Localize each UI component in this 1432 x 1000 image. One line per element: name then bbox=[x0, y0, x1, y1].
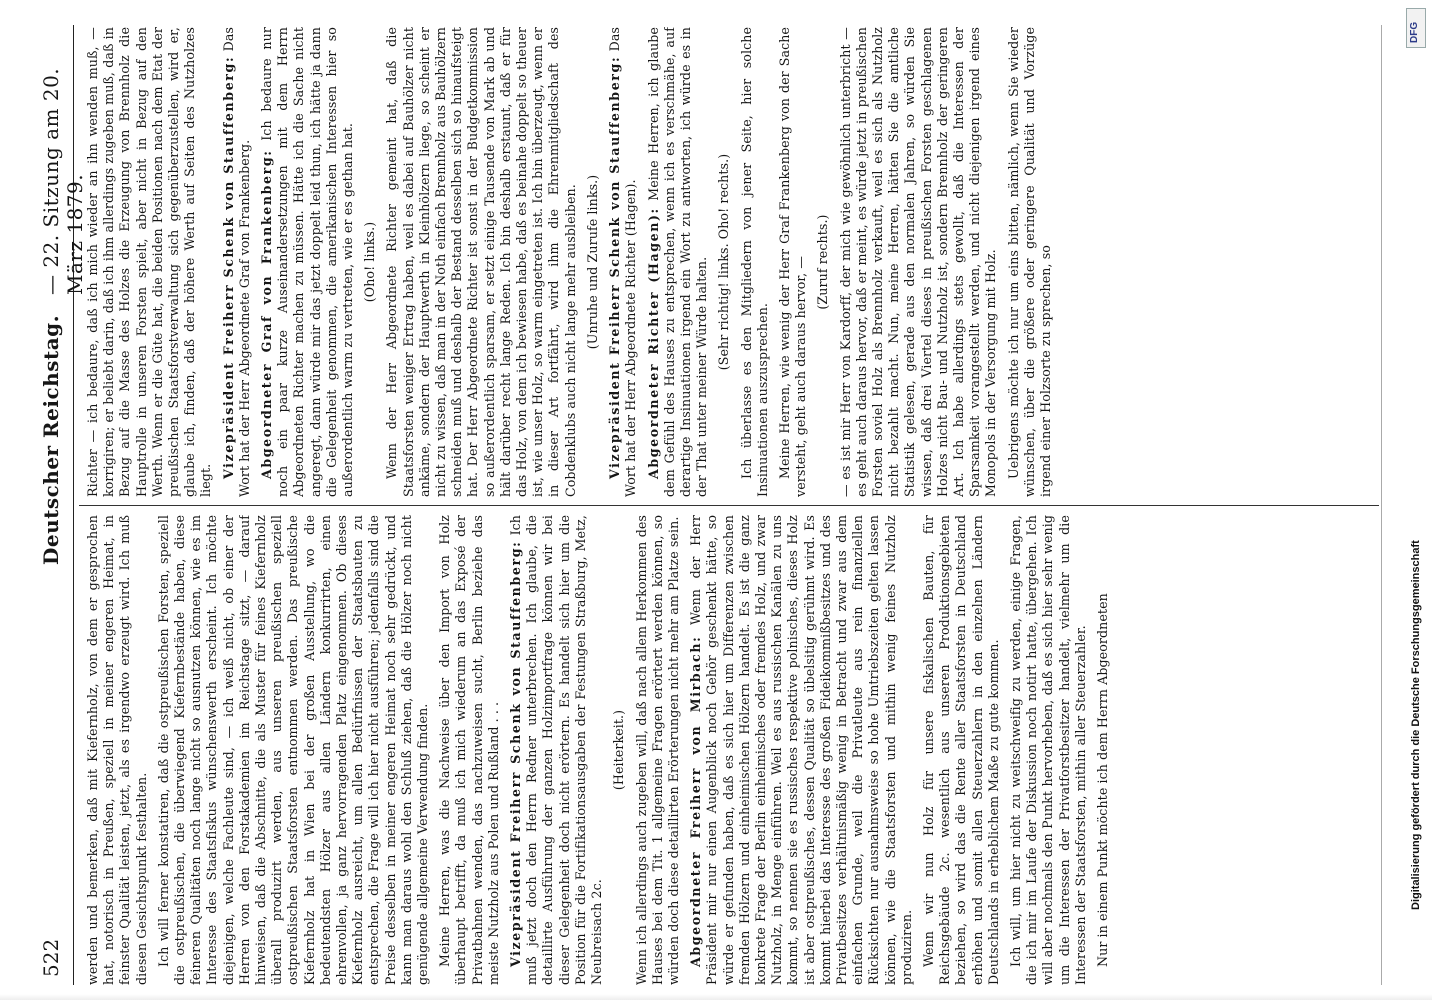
scan-edge bbox=[0, 994, 1432, 1000]
paragraph-text: Ich will, um hier nicht zu weitschweifig zu werden, einige Fragen, die ich mir im Laufe der Diskussion noch notirt hatte, übergehen. Ich will aber nochmals den Punkt hervorheben, daß es sich hier sehr wenig um die Interessen der Privatforstbesitzer handelt, vielmehr um die Interessen der Staatsforsten, mithin aller Steuerzahler. bbox=[1007, 515, 1088, 985]
paragraph-text: Ich bedaure nur noch ein paar kurze Auseinandersetzungen mit dem Herrn Abgeordneten Richter machen zu müssen. Hätte ich die Sache nicht angeregt, dann würde mir das jetzt doppelt leid thun, ich hätte ja dann die Gelegenheit genommen, die amerikanischen Interessen hier so außerordentlich warm zu vertreten, wie er es gethan hat. bbox=[259, 27, 356, 497]
paragraph-text: Richter — ich bedaure, daß ich mich wieder an ihn wenden muß, — korrigiren; er beliebt darin, daß ich ihm allerdings zugeben muß, daß in Bezug auf die Masse des Holzes die Erzeugung von Brennholz die Hauptrolle in unseren Forsten spielt, aber nicht in Bezug auf den Werth. Wenn er die Güte hat, die beiden Positionen nach dem Etat der preußischen Staatsforstverwaltung sich gegenüberzustellen, wird er, glaube ich, finden, daß der höhere Werth auf Seiten des Nutzholzes liegt. bbox=[85, 27, 214, 497]
session-title: — 22. Sitzung am 20. März 1879. bbox=[39, 67, 87, 295]
interjection: (Unruhe und Zurufe links.) bbox=[584, 174, 600, 350]
paragraph bbox=[838, 27, 1000, 497]
paragraph bbox=[739, 27, 771, 497]
paragraph-text: werden und bemerken, daß mit Kiefernholz, von dem er gesprochen hat, notorisch in Preußen, speziell in meiner engeren Heimat, in feinster Qualität leisten, jetzt, als es irgendwo erzeugt wird. Ich muß diesen Gesichtspunkt festhalten. bbox=[85, 515, 149, 985]
dfg-logo bbox=[1406, 8, 1426, 48]
paragraph bbox=[508, 515, 605, 985]
bottom-rule bbox=[1381, 25, 1382, 985]
paragraph-text: Das Wort hat der Herr Abgeordnete Richter (Hagen). bbox=[607, 27, 639, 497]
paragraph bbox=[921, 515, 1002, 985]
speaker-name: Vizepräsident Freiherr Schenk von Stauffenberg: bbox=[508, 540, 524, 967]
paragraph-text: Wenn der Herr Präsident mir nur einen Augenblick noch Gehör geschenkt hätte, so würde er gefunden haben, daß es sich hier um Differenzen zwischen fremden Hölzern und einheimischen Hölzern handelt. Es ist die ganz konkrete Frage der Berlin einheimisches oder fremdes Holz, und zwar Nutzholz, in Menge einführen. Weil es aus russischen Kanälen zu uns kommt, so nennen sie es russisches respektive polnisches, dieses Holz ist aber ostpreußisches, dessen Qualität so übelsitig gerühmt wird. Es kommt hierbei das Interesse des großen Fideikommißbesitzes und des Privatbesitzes verhältnismäßig wenig in Betracht und zwar aus dem einfachen Grunde, weil die Privatleute aus rein finanziellen Rücksichten nur ausnahmsweise so hohe Umtriebszeiten gelten lassen können, wie die Staatsforsten und mithin wenig feines Nutzholz produziren. bbox=[688, 515, 914, 985]
interjection: (Zuruf rechts.) bbox=[815, 214, 831, 310]
text-column-left bbox=[85, 515, 1375, 985]
paragraph bbox=[777, 27, 809, 497]
column-divider bbox=[79, 505, 1379, 506]
paragraph-text: Das Wort hat der Herr Abgeordnete Graf von Frankenberg. bbox=[220, 27, 252, 497]
paragraph bbox=[85, 515, 150, 985]
speaker-name: Abgeordneter Graf von Frankenberg: bbox=[259, 149, 275, 479]
paragraph-text: Ich überlasse es den Mitgliedern von jener Seite, hier solche Insinuationen auszusprechen. bbox=[738, 27, 770, 497]
page-header bbox=[35, 25, 87, 985]
speaker-name: Abgeordneter Freiherr von Mirbach: bbox=[688, 635, 704, 967]
interjection: (Heiterkeit.) bbox=[611, 709, 627, 791]
paragraph bbox=[688, 515, 915, 985]
speaker-name: Vizepräsident Freiherr Schenk von Stauffenberg: bbox=[220, 55, 236, 479]
paragraph-text: Meine Herren, ich glaube dem Gefühl des Hauses zu entsprechen, wenn ich es verschmähe, auf derartige Insinuationen irgend ein Wort zu antworten, ich würde es in der That unter meiner Würde halten. bbox=[645, 27, 710, 497]
running-title: Deutscher Reichstag. bbox=[39, 314, 63, 565]
paragraph-text: Meine Herren, was die Nachweise über den Import von Holz überhaupt betrifft, da muß ich mich wiederum an das Exposé der Privatbahnen wenden, das nachzuweisen sucht, Berlin beziehe das meiste Nutzholz aus Polen und Rußland . . . bbox=[437, 515, 501, 985]
speaker-name: Abgeordneter Richter (Hagen): bbox=[645, 207, 661, 479]
paragraph bbox=[1006, 27, 1055, 497]
rotated-page bbox=[35, 25, 1385, 985]
paragraph-text: Ich muß jetzt doch den Herrn Redner unterbrechen. Ich glaube, die detaillirte Ausführung der ganzen Holzimportfrage können wir bei dieser Gelegenheit doch nicht erörtern. Es handelt sich hier um die Position für die Fortifikationsausgaben der Festungen Straßburg, Metz, Neubreisach 2c. bbox=[508, 515, 605, 985]
speaker-name: Vizepräsident Freiherr Schenk von Stauffenberg: bbox=[607, 55, 623, 479]
dfg-logo-text: DFG bbox=[1409, 21, 1420, 43]
paragraph-text: Wenn der Herr Abgeordnete Richter gemeint hat, daß die Staatsforsten weniger Ertrag haben, weil es dabei auf Bauhölzer nicht ankäme, sondern der Hauptwerth in Kleinhölzern liege, so scheint er nicht zu wissen, daß man in der Noth einfach Brennholz aus Bauhölzern schneiden muß und deshalb der Bestand desselben sich so hinaufsteigt hat. Der Herr Abgeordnete Richter ist sonst in der Budgetkommission so außerordentlich sparsam, er setzt einige Tausende von Mark ab und hält darüber recht lange Reden. Ich bin deshalb erstaunt, daß er für das Holz, von dem ich bewiesen habe, daß es beinahe doppelt so theuer ist, wie unser Holz, so warm eingetreten ist. Ich bin überzeugt, wenn er in dieser Art fortfährt, wird ihm die Ehrenmitgliedschaft des Cobdenklubs auch nicht lange mehr ausbleiben. bbox=[384, 27, 578, 497]
paragraph bbox=[634, 515, 683, 985]
paragraph bbox=[646, 27, 711, 497]
paragraph bbox=[221, 27, 253, 497]
paragraph bbox=[607, 27, 639, 497]
paragraph bbox=[259, 27, 356, 497]
interjection: (Oho! links.) bbox=[362, 221, 378, 303]
paragraph bbox=[1008, 515, 1089, 985]
paragraph-text: Meine Herren, wie wenig der Herr Graf Frankenberg von der Sache versteht, geht auch daraus hervor, — bbox=[776, 27, 809, 497]
paragraph bbox=[1095, 515, 1111, 985]
paragraph-text: — es ist mir Herr von Kardorff, der mich wie gewöhnlich unterbricht — es geht auch daraus hervor, daß er meint, es würde jetzt in preußischen Forsten soviel Holz als Brennholz verkauft, weil es sich als Nutzholz nicht bezahlt macht. Nun, meine Herren, hätten Sie die amtliche Statistik gelesen, gerade aus den normalen Jahren, so würden Sie wissen, daß drei Viertel dieses in preußischen Forsten geschlagenen Holzes nicht Bau- und Nutzholz ist, sondern Brennholz der geringeren Art. Ich habe allerdings stets gewollt, daß die Interessen der Sparsamkeit vorangestellt werden, und nicht diejenigen irgend eines Monopols in der Versorgung mit Holz. bbox=[837, 27, 999, 497]
interjection: (Sehr richtig! links. Oho! rechts.) bbox=[716, 153, 732, 371]
paragraph-text: Ich will ferner konstatiren, daß die ostpreußischen Forsten, speziell die ostpreußischen, die überwiegend Kiefernbestände haben, diese feineren Qualitäten noch lange nicht so ausnutzen können, wie es im Interesse des Staatsfiskus wünschenswerth erscheint. Ich möchte diejenigen, welche Fachleute sind, — ich weiß nicht, ob einer der Herren von den Forstakademien im Reichstage sitzt, — darauf hinweisen, daß die Abschnitte, die als Muster für feines Kiefernholz überall produzirt werden, aus unseren preußischen speziell ostpreußischen Staatsforsten entnommen werden. Das preußische Kiefernholz hat in Wien bei der großen Ausstellung, wo die bedeutendsten Hölzer aus allen Ländern konkurrirten, einen ehrenvollen, ja ganz hervorragenden Platz eingenommen. Ob dieses Kiefernholz ausreicht, um allen Bedürfnissen der Staatsbauten zu entsprechen, die Frage will ich hier nicht ausführen; jedenfalls sind die Preise desselben in meiner engeren Heimat noch sehr gedrückt, und kann man daraus wohl den Schluß ziehen, daß die Hölzer noch nicht genügende allgemeine Verwendung finden. bbox=[155, 515, 431, 985]
page-number: 522 bbox=[39, 938, 63, 977]
paragraph bbox=[384, 27, 578, 497]
text-column-right bbox=[85, 27, 1375, 497]
paragraph bbox=[85, 27, 215, 497]
digitization-note-text: Digitalisierung gefördert durch die Deutsche Forschungsgemeinschaft bbox=[1410, 540, 1422, 910]
paragraph-text: Nur in einem Punkt möchte ich dem Herrn Abgeordneten bbox=[1094, 593, 1110, 967]
paragraph-text: Uebrigens möchte ich nur um eins bitten, nämlich, wenn Sie wieder wünschen, über die größere oder geringere Qualität und Vorzüge irgend einer Holzsorte zu sprechen, so bbox=[1005, 27, 1053, 497]
digitization-note bbox=[1408, 210, 1422, 910]
paragraph bbox=[156, 515, 431, 985]
paragraph bbox=[437, 515, 502, 985]
paragraph-text: Wenn ich allerdings auch zugeben will, daß nach allem Herkommen des Hauses bei dem Tit. 1 allgemeine Fragen erörtert werden können, so würden doch diese detaillirten Erörterungen nicht mehr am Platze sein. bbox=[633, 515, 681, 985]
paragraph-text: Wenn wir nun Holz für unsere fiskalischen Bauten, für Reichsgebäude 2c. wesentlich aus unseren Produktionsgebieten beziehen, so wird das die Rente aller Staatsforsten in Deutschland erhöhen und somit allen Steuerzahlern in den einzelnen Ländern Deutschlands in erheblichem Maße zu gute kommen. bbox=[920, 515, 1001, 985]
